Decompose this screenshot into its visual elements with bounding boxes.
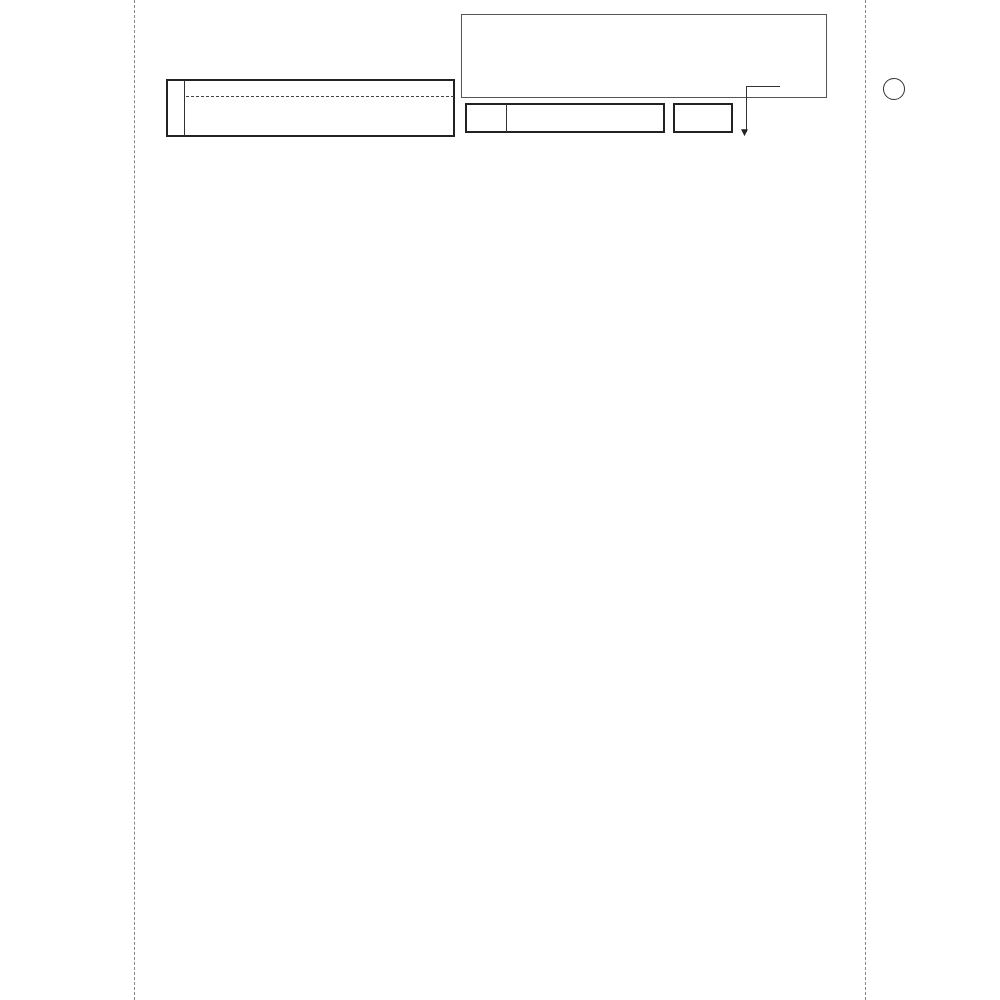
page-count-box [673,103,733,133]
requester-label-divider [184,80,185,136]
date-box [465,103,665,133]
note-arrow-head: ▼ [741,128,748,138]
requester-furigana-line [186,96,454,97]
note-arrow-top [746,86,780,87]
left-perforation [134,0,135,1000]
form-number [883,78,905,100]
date-label-divider [506,104,507,132]
note-arrow-line [746,86,747,132]
requester-box [166,79,455,137]
right-perforation [865,0,866,1000]
